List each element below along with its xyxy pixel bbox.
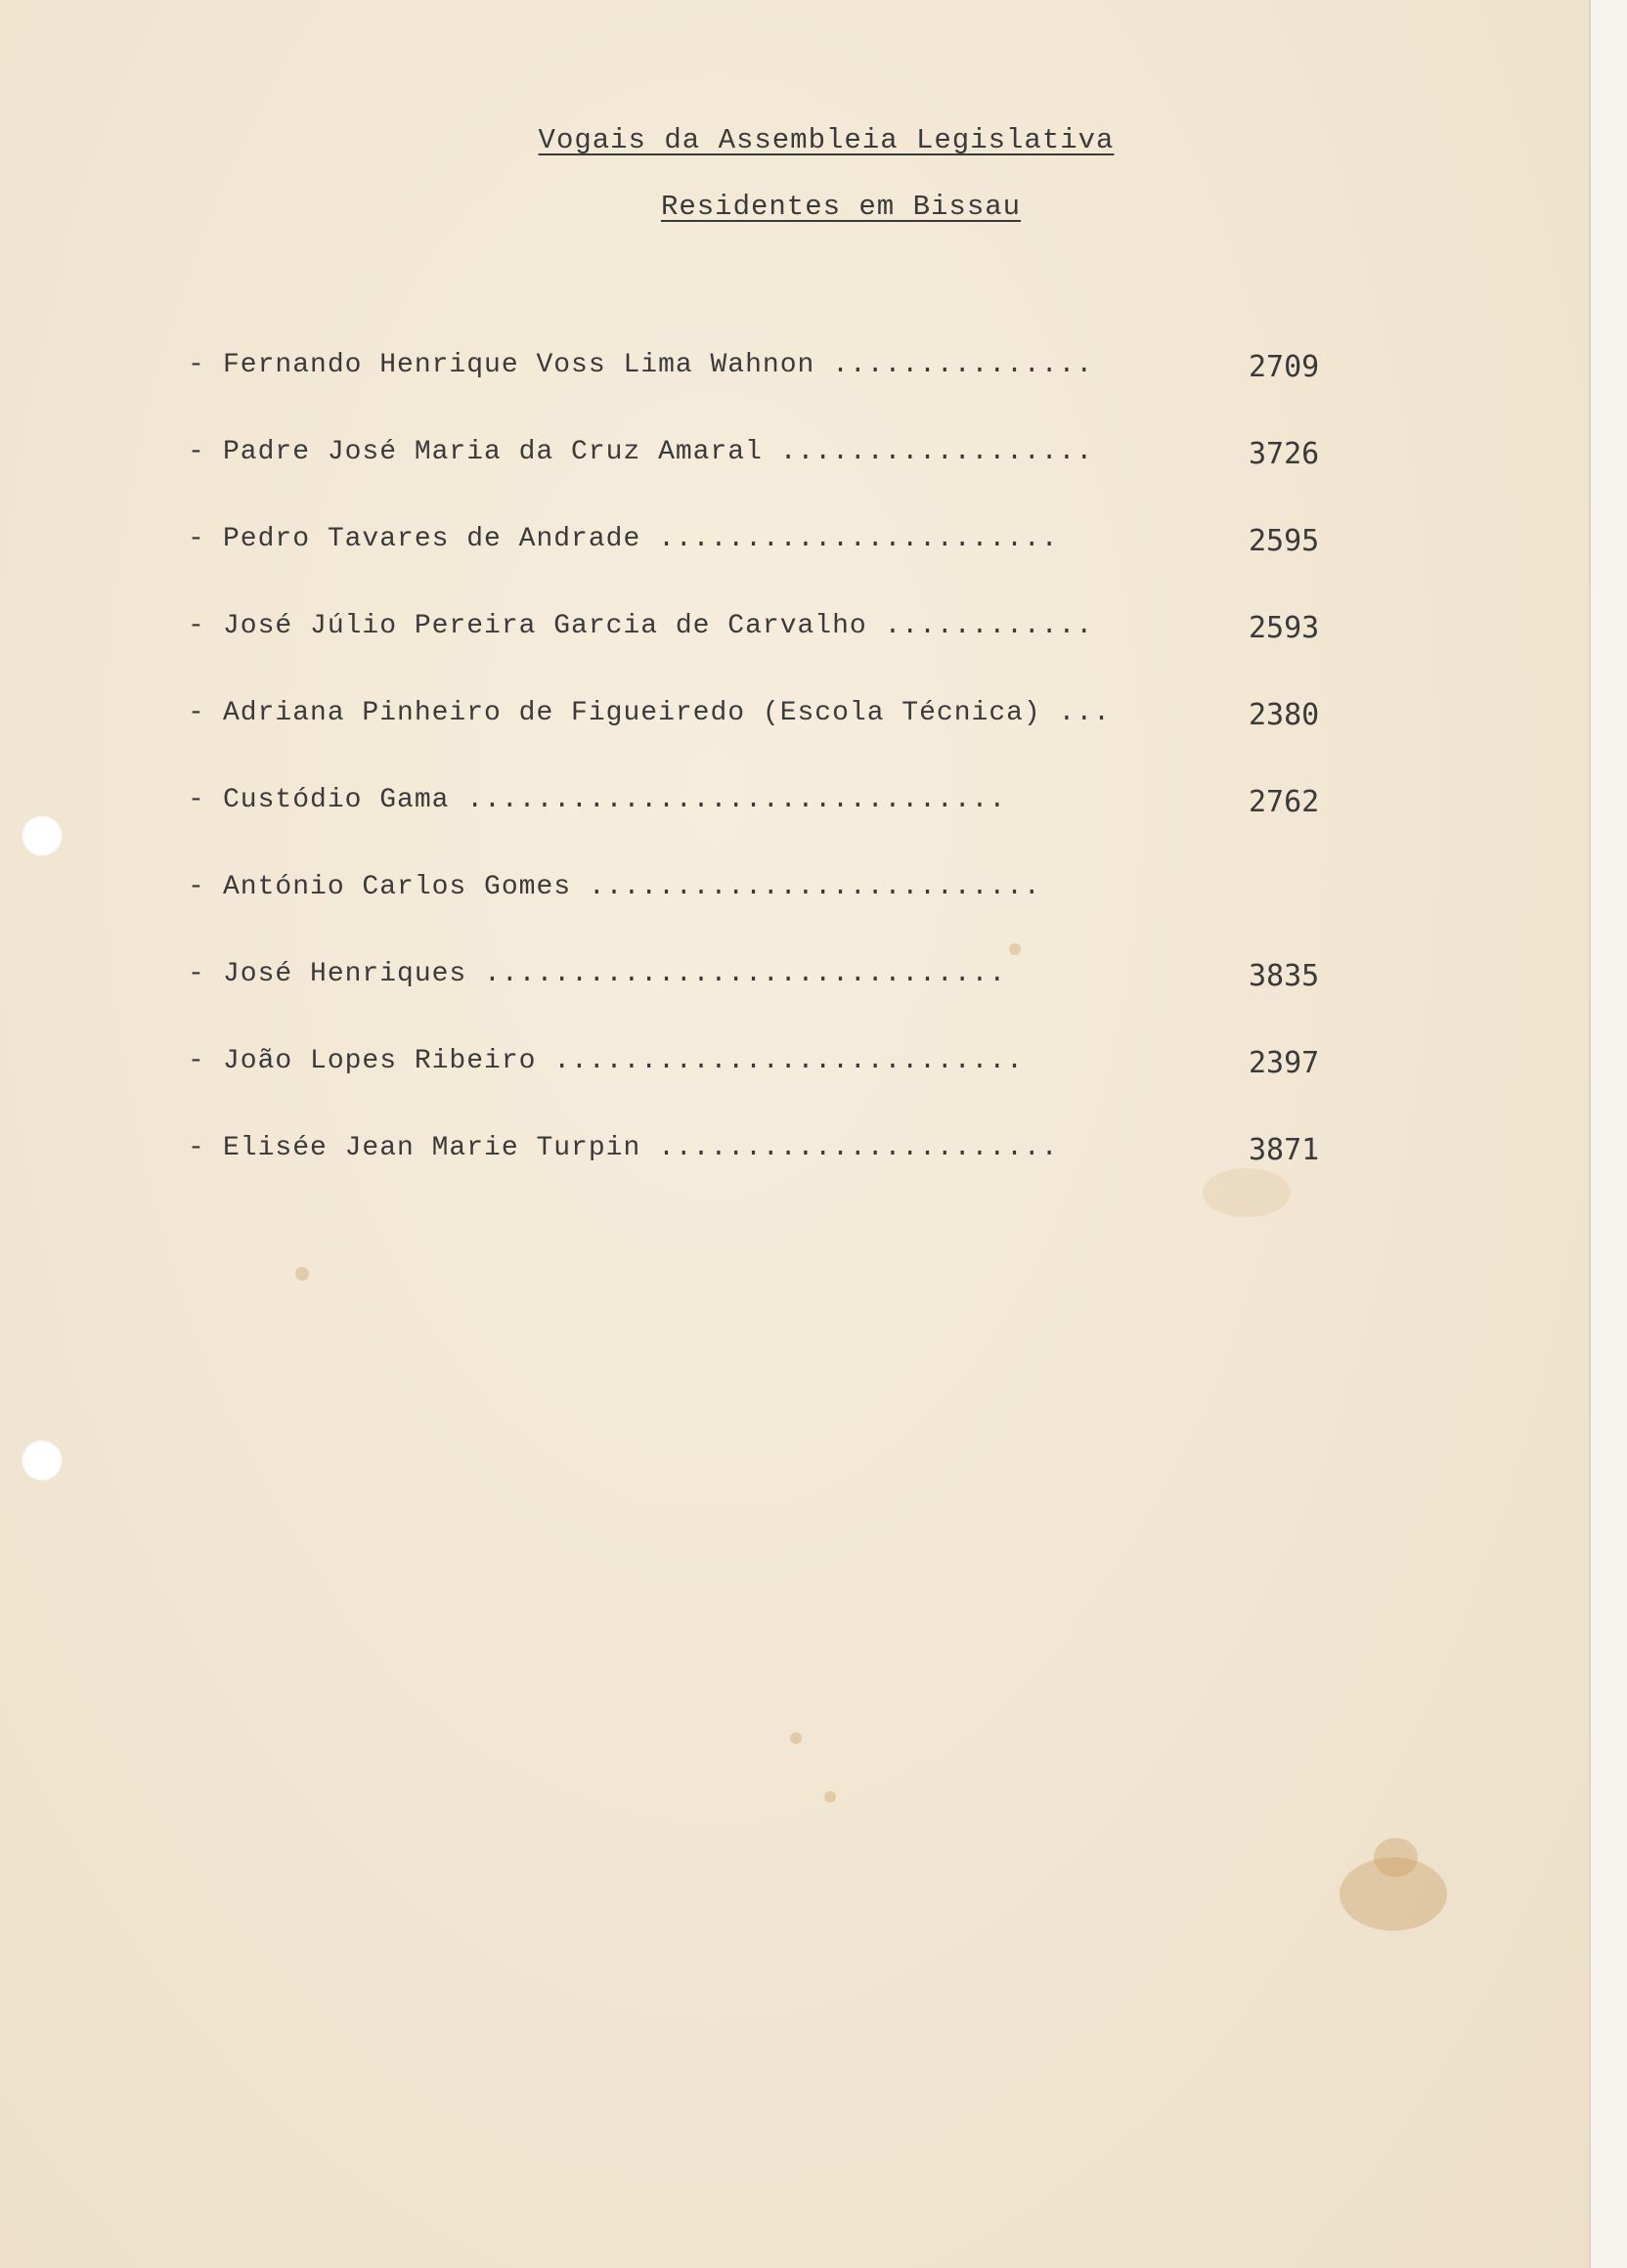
dot-leader: .......................... xyxy=(571,872,1041,902)
member-number: 3871 xyxy=(1249,1133,1320,1167)
member-name-with-leader xyxy=(223,959,1396,989)
member-list xyxy=(188,350,1351,1220)
dot-leader: ........................... xyxy=(536,1046,1024,1076)
member-name: Custódio Gama xyxy=(223,785,450,815)
list-item xyxy=(188,872,1351,959)
list-bullet-dash: - xyxy=(188,785,205,815)
dot-leader: ....................... xyxy=(640,524,1059,554)
stain-mark xyxy=(790,1732,802,1744)
member-name-with-leader xyxy=(223,872,1396,902)
member-number: 2397 xyxy=(1249,1046,1320,1080)
member-number: 2595 xyxy=(1249,524,1320,558)
list-item xyxy=(188,959,1351,1046)
list-item xyxy=(188,524,1351,611)
list-bullet-dash: - xyxy=(188,959,205,989)
dot-leader: ... xyxy=(1040,698,1111,728)
member-name-with-leader xyxy=(223,1046,1396,1076)
member-number: 3726 xyxy=(1249,437,1320,471)
dot-leader: ............ xyxy=(866,611,1094,641)
dot-leader: ............... xyxy=(814,350,1094,380)
document-subtitle: Residentes em Bissau xyxy=(660,191,1022,223)
member-name-with-leader xyxy=(223,1133,1396,1163)
list-item xyxy=(188,785,1351,872)
member-name: João Lopes Ribeiro xyxy=(223,1046,537,1076)
list-item xyxy=(188,350,1351,437)
member-number: 3835 xyxy=(1249,959,1320,993)
list-bullet-dash: - xyxy=(188,437,205,467)
list-item xyxy=(188,611,1351,698)
list-bullet-dash: - xyxy=(188,1133,205,1163)
member-name-with-leader xyxy=(223,698,1396,728)
member-name-with-leader xyxy=(223,524,1396,554)
list-item xyxy=(188,1046,1351,1133)
list-item xyxy=(188,1133,1351,1220)
list-bullet-dash: - xyxy=(188,611,205,641)
list-item xyxy=(188,698,1351,785)
member-name: José Júlio Pereira Garcia de Carvalho xyxy=(223,611,867,641)
stain-mark xyxy=(824,1791,836,1803)
stain-mark xyxy=(295,1267,309,1281)
list-bullet-dash: - xyxy=(188,350,205,380)
list-bullet-dash: - xyxy=(188,872,205,902)
member-number: 2762 xyxy=(1249,785,1320,819)
punch-hole-lower xyxy=(22,1440,63,1481)
member-name: António Carlos Gomes xyxy=(223,872,572,902)
member-name: Adriana Pinheiro de Figueiredo (Escola Técnica) xyxy=(223,698,1041,728)
dot-leader: .............................. xyxy=(466,959,1007,989)
list-bullet-dash: - xyxy=(188,1046,205,1076)
member-name-with-leader xyxy=(223,611,1396,641)
member-number: 2709 xyxy=(1249,350,1320,384)
list-bullet-dash: - xyxy=(188,524,205,554)
punch-hole-upper xyxy=(22,815,63,856)
dot-leader: ....................... xyxy=(640,1133,1059,1163)
member-name-with-leader xyxy=(223,350,1396,380)
member-number: 2593 xyxy=(1249,611,1320,645)
member-name-with-leader xyxy=(223,785,1396,815)
dot-leader: ............................... xyxy=(449,785,1007,815)
member-name: José Henriques xyxy=(223,959,467,989)
list-bullet-dash: - xyxy=(188,698,205,728)
stain-mark xyxy=(1374,1838,1418,1877)
document-title: Vogais da Assembleia Legislativa xyxy=(538,124,1115,156)
member-name: Fernando Henrique Voss Lima Wahnon xyxy=(223,350,815,380)
member-name: Elisée Jean Marie Turpin xyxy=(223,1133,641,1163)
member-name: Padre José Maria da Cruz Amaral xyxy=(223,437,763,467)
scan-edge-strip xyxy=(1589,0,1627,2268)
list-item xyxy=(188,437,1351,524)
member-name: Pedro Tavares de Andrade xyxy=(223,524,641,554)
member-name-with-leader xyxy=(223,437,1396,467)
member-number: 2380 xyxy=(1249,698,1320,732)
dot-leader: .................. xyxy=(762,437,1094,467)
